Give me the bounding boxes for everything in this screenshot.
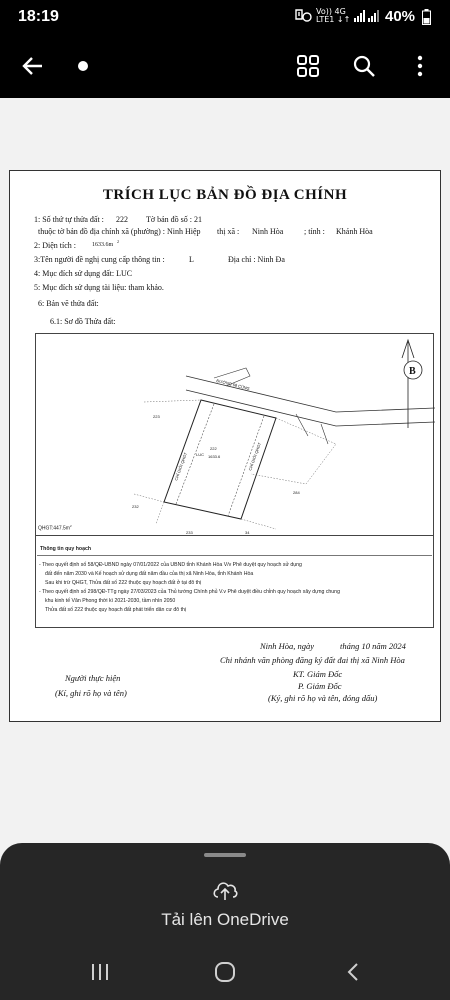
battery-level: 40% — [385, 8, 416, 25]
parcel-number: 222 — [116, 215, 128, 224]
battery-icon — [422, 9, 431, 25]
nav-back-button[interactable] — [338, 960, 368, 984]
status-bar — [0, 0, 450, 34]
recents-button[interactable] — [85, 960, 115, 984]
plot-number: 222 — [210, 446, 217, 451]
notification-icons — [294, 9, 314, 30]
town-label: thị xã : — [217, 227, 240, 236]
back-arrow-icon — [22, 55, 44, 77]
performer-label: Người thực hiện — [65, 673, 121, 683]
drawing-label: 6: Bản vẽ thửa đất: — [38, 299, 99, 308]
sheet-handle[interactable] — [204, 853, 246, 857]
network-bottom: LTE1 ↓↑ — [316, 15, 351, 24]
qhgt-area — [38, 524, 72, 532]
document-title: TRÍCH LỤC BẢN ĐỒ ĐỊA CHÍNH — [102, 187, 348, 203]
notes-line-6: Thửa đất số 222 thuộc quy hoạch đất phát triển dân cư đô thị — [45, 607, 187, 613]
parcel-232: 232 — [132, 504, 139, 509]
more-vert-icon — [417, 55, 423, 77]
notes-line-2: đất đến năm 2030 và Kế hoạch sử dụng đất năm đầu của thị xã Ninh Hòa, tỉnh Khánh Hòa — [45, 571, 254, 577]
boundary-label-left: CHỈ GIỚI QHGT — [173, 451, 189, 482]
road-label: ĐƯỜNG 68 CŨNG — [215, 377, 251, 392]
signal-icon — [354, 10, 366, 22]
status-time: 18:19 — [18, 8, 59, 25]
notes-line-4: - Theo quyết định số 298/QĐ-TTg ngày 27/03/2023 của Thủ tướng Chính phủ V.v Phê duyệt điều chỉnh quy hoạch xây dựng chung — [39, 589, 340, 595]
alert-icon — [294, 9, 314, 25]
plot-area: 1633.6 — [208, 454, 221, 459]
parcel-label: 1: Số thứ tự thửa đất : — [34, 215, 104, 224]
more-options-button[interactable] — [402, 48, 438, 84]
search-icon — [353, 55, 375, 77]
status-dot — [65, 48, 101, 84]
home-button[interactable] — [210, 960, 240, 984]
notes-line-5: khu kinh tế Vân Phong thời kì 2021-2030, tầm nhìn 2050 — [45, 598, 176, 604]
address-label: Địa chỉ : Ninh Đa — [228, 255, 285, 264]
north-letter: B — [409, 366, 416, 377]
land-purpose: 4: Mục đích sử dụng đất: LUC — [34, 269, 133, 278]
sketch-label: 6.1: Sơ đồ Thửa đất: — [50, 317, 116, 326]
parcel-284: 284 — [293, 490, 300, 495]
plot-luc: LUC — [196, 452, 205, 457]
deputy-director: P. Giám Đốc — [298, 681, 342, 691]
notes-header: Thông tin quy hoạch — [40, 546, 92, 552]
town-value: Ninh Hòa — [252, 227, 284, 236]
qhgt-area-value: QHGT:447.5m — [38, 525, 70, 532]
sign-note: (Ký, ghi rõ họ và tên, đóng dấu) — [268, 693, 378, 703]
home-icon — [214, 961, 236, 983]
recents-icon — [90, 963, 110, 981]
area-value: 1633.6m — [92, 242, 114, 248]
area-unit-sup: 2 — [117, 239, 119, 244]
map-notes-divider — [36, 535, 433, 536]
date-place: Ninh Hòa, ngày — [260, 641, 315, 651]
network-top: Vo)) 4G — [316, 7, 346, 16]
notes-line-3: Sau khi trừ QHGT, Thửa đất số 222 thuộc quy hoạch đất ở tại đô thị — [45, 580, 202, 586]
app-bar — [0, 34, 450, 98]
grid-button[interactable] — [290, 48, 326, 84]
parcel-34: 34 — [245, 530, 250, 535]
notes-rule — [37, 555, 432, 556]
date-month: tháng 10 năm 2024 — [340, 641, 406, 651]
requester-value: L — [189, 255, 194, 264]
cloud-upload-icon[interactable] — [212, 878, 238, 902]
search-button[interactable] — [346, 48, 382, 84]
nav-back-icon — [346, 962, 360, 982]
network-indicator — [316, 8, 350, 24]
kt-director: KT. Giám Đốc — [293, 669, 343, 679]
document-purpose: 5: Mục đích sử dụng tài liệu: tham khảo. — [34, 283, 164, 292]
grid-icon — [297, 55, 319, 77]
performer-note: (Kí, ghi rõ họ và tên) — [55, 688, 127, 698]
notes-line-1: - Theo quyết định số 58/QĐ-UBND ngày 07/01/2022 của UBND tỉnh Khánh Hòa V/v Phê duyệt quy hoạch sử dụng — [39, 562, 302, 568]
upload-onedrive-button[interactable]: Tải lên OneDrive — [161, 910, 289, 929]
province-value: Khánh Hòa — [336, 227, 373, 236]
nav-bar — [0, 948, 450, 1000]
sheet-number: Tờ bản đồ số : 21 — [146, 215, 203, 224]
parcel-223: 223 — [153, 414, 160, 419]
commune-label: thuộc tờ bản đồ địa chính xã (phường) : Ninh Hiệp — [38, 227, 201, 236]
requester-label: 3:Tên người đề nghị cung cấp thông tin : — [34, 255, 165, 264]
office-name: Chi nhánh văn phòng đăng ký đất đai thị xã Ninh Hòa — [220, 655, 405, 665]
qhgt-area-sup: 2 — [69, 524, 72, 528]
parcel-233: 233 — [186, 530, 193, 535]
boundary-label-right: CHỈ GIỚI QHGT — [247, 441, 263, 472]
province-label: ; tỉnh : — [304, 227, 325, 236]
document-page — [9, 170, 441, 722]
back-button[interactable] — [15, 48, 51, 84]
dot-icon — [77, 60, 89, 72]
area-label: 2: Diện tích : — [34, 241, 76, 250]
signal-icon-2 — [368, 10, 380, 22]
